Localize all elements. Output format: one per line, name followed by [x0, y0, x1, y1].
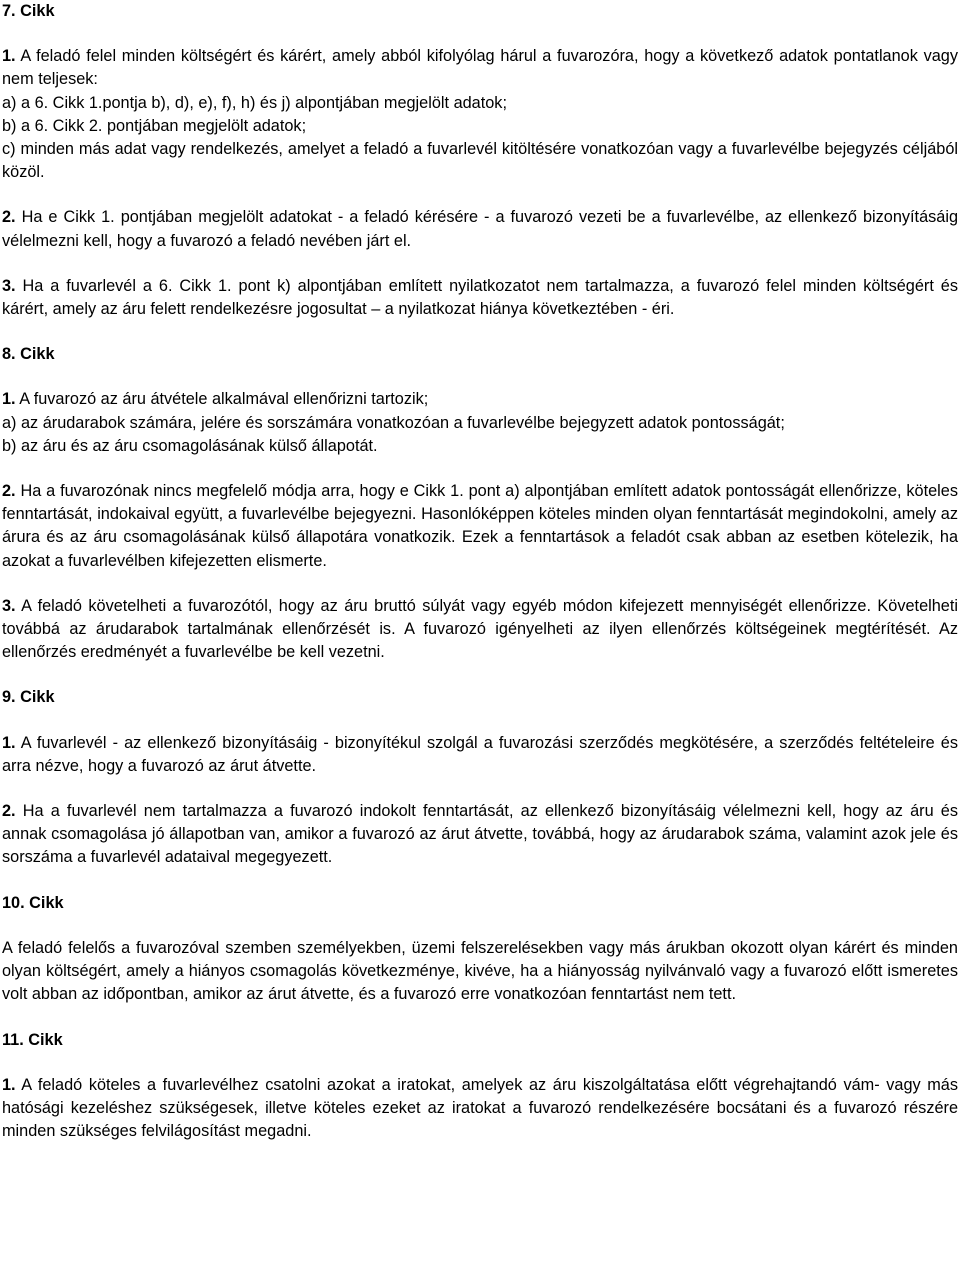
paragraph — [2, 206, 958, 252]
paragraph — [2, 595, 958, 665]
article-11 — [2, 1029, 958, 1144]
paragraph — [2, 388, 958, 411]
paragraph-number: 3. — [2, 276, 16, 295]
paragraph — [2, 45, 958, 91]
paragraph-number: 3. — [2, 596, 16, 615]
article-10 — [2, 892, 958, 1007]
paragraph-text: Ha a fuvarozónak nincs megfelelő módja arra, hogy e Cikk 1. pont a) alpontjában említett adatok pontosságát ellenőrizze, köteles fenntartását, indokaival együtt, a fuvarlevélbe bejegyezni. Hasonlóképpen köteles minden olyan fenntartását megindokolni, amely az árura és az áru csomagolásának külső állapotára vonatkozik. Ezek a fenntartások a feladót csak abban az esetben kötelezik, ha azokat a fuvarlevélben kifejezetten elismerte. — [2, 482, 958, 570]
paragraph-number: 1. — [2, 1075, 16, 1094]
article-heading: 10. Cikk — [2, 893, 64, 912]
list-line: a) az árudarabok számára, jelére és sorszámára vonatkozóan a fuvarlevélbe bejegyzett adatok pontosságát; — [2, 413, 785, 432]
paragraph — [2, 1074, 958, 1144]
list-line: b) a 6. Cikk 2. pontjában megjelölt adatok; — [2, 116, 307, 135]
paragraph — [2, 275, 958, 321]
article-heading: 8. Cikk — [2, 345, 55, 364]
paragraph-text: A feladó felelős a fuvarozóval szemben személyekben, üzemi felszerelésekben vagy más árukban okozott olyan kárért és minden olyan költségért, amely a hiányos csomagolás következménye, kivéve, ha a hiányosság nyilvánvaló vagy a fuvarozó előtt ismeretes volt abban az időpontban, amikor az árut átvette, és a fuvarozó erre vonatkozóan fenntartást nem tett. — [2, 938, 958, 1004]
article-heading: 7. Cikk — [2, 2, 55, 20]
article-9 — [2, 686, 958, 869]
paragraph — [2, 800, 958, 870]
paragraph-text: A feladó köteles a fuvarlevélhez csatolni azokat a iratokat, amelyek az áru kiszolgáltatása előtt végrehajtandó vám- vagy más hatósági kezeléshez szükségesek, illetve köteles ezeket az iratokat a fuvarozó rendelkezésére bocsátani és a fuvarozó részére minden szükséges felvilágosítást megadni. — [2, 1075, 958, 1141]
paragraph-number: 1. — [2, 390, 16, 409]
paragraph — [2, 480, 958, 573]
paragraph-text: Ha a fuvarlevél a 6. Cikk 1. pont k) alpontjában említett nyilatkozatot nem tartalmazza, a fuvarozó felel minden költségért és kárért, amely az áru felett rendelkezésre jogosultat – a nyilatkozat hiánya következtében - éri. — [2, 276, 958, 319]
paragraph-number: 1. — [2, 47, 16, 66]
paragraph-text: Ha e Cikk 1. pontjában megjelölt adatokat - a feladó kérésére - a fuvarozó vezeti be a fuvarlevélbe, az ellenkező bizonyításáig vélelmezni kell, hogy a fuvarozó a feladó nevében járt el. — [2, 208, 958, 250]
paragraph-text: Ha a fuvarlevél nem tartalmazza a fuvarozó indokolt fenntartását, az ellenkező bizonyításáig vélelmezni kell, hogy az áru és annak csomagolása jó állapotban van, amikor a fuvarozó az árut átvette, továbbá, hogy az árudarabok száma, valamint azok jele és sorszáma a fuvarlevél adataival megegyezett. — [2, 802, 958, 867]
paragraph-text: A feladó felel minden költségért és kárért, amely abból kifolyólag hárul a fuvarozóra, hogy a következő adatok pontatlanok vagy nem teljesek: — [2, 47, 958, 89]
paragraph — [2, 732, 958, 778]
paragraph-text: A fuvarlevél - az ellenkező bizonyításáig - bizonyítékul szolgál a fuvarozási szerződés megkötésére, a szerződés feltételeire és arra nézve, hogy a fuvarozó az árut átvette. — [2, 733, 958, 775]
paragraph-text: A fuvarozó az áru átvétele alkalmával ellenőrizni tartozik; — [15, 390, 429, 409]
paragraph-number: 2. — [2, 802, 16, 821]
paragraph-text: A feladó követelheti a fuvarozótól, hogy az áru bruttó súlyát vagy egyéb módon kifejezett mennyiségét ellenőrizze. Követelheti továbbá az árudarabok tartalmának ellenőrzését is. A fuvarozó igényelheti az ilyen ellenőrzés költségeinek megtérítését. Az ellenőrzés eredményét a fuvarlevélbe be kell vezetni. — [2, 596, 958, 662]
article-8 — [2, 343, 958, 664]
paragraph-number: 2. — [2, 208, 16, 227]
paragraph — [2, 937, 958, 1007]
list-line: b) az áru és az áru csomagolásának külső állapotát. — [2, 436, 378, 455]
paragraph-number: 2. — [2, 482, 16, 501]
list-line: c) minden más adat vagy rendelkezés, amelyet a feladó a fuvarlevél kitöltésére vonatkozóan vagy a fuvarlevélbe bejegyzés céljából közöl. — [2, 140, 958, 182]
article-heading: 9. Cikk — [2, 688, 55, 707]
article-heading: 11. Cikk — [2, 1030, 63, 1049]
list-line: a) a 6. Cikk 1.pontja b), d), e), f), h) és j) alpontjában megjelölt adatok; — [2, 93, 507, 112]
paragraph-number: 1. — [2, 733, 16, 752]
article-7 — [2, 0, 958, 321]
